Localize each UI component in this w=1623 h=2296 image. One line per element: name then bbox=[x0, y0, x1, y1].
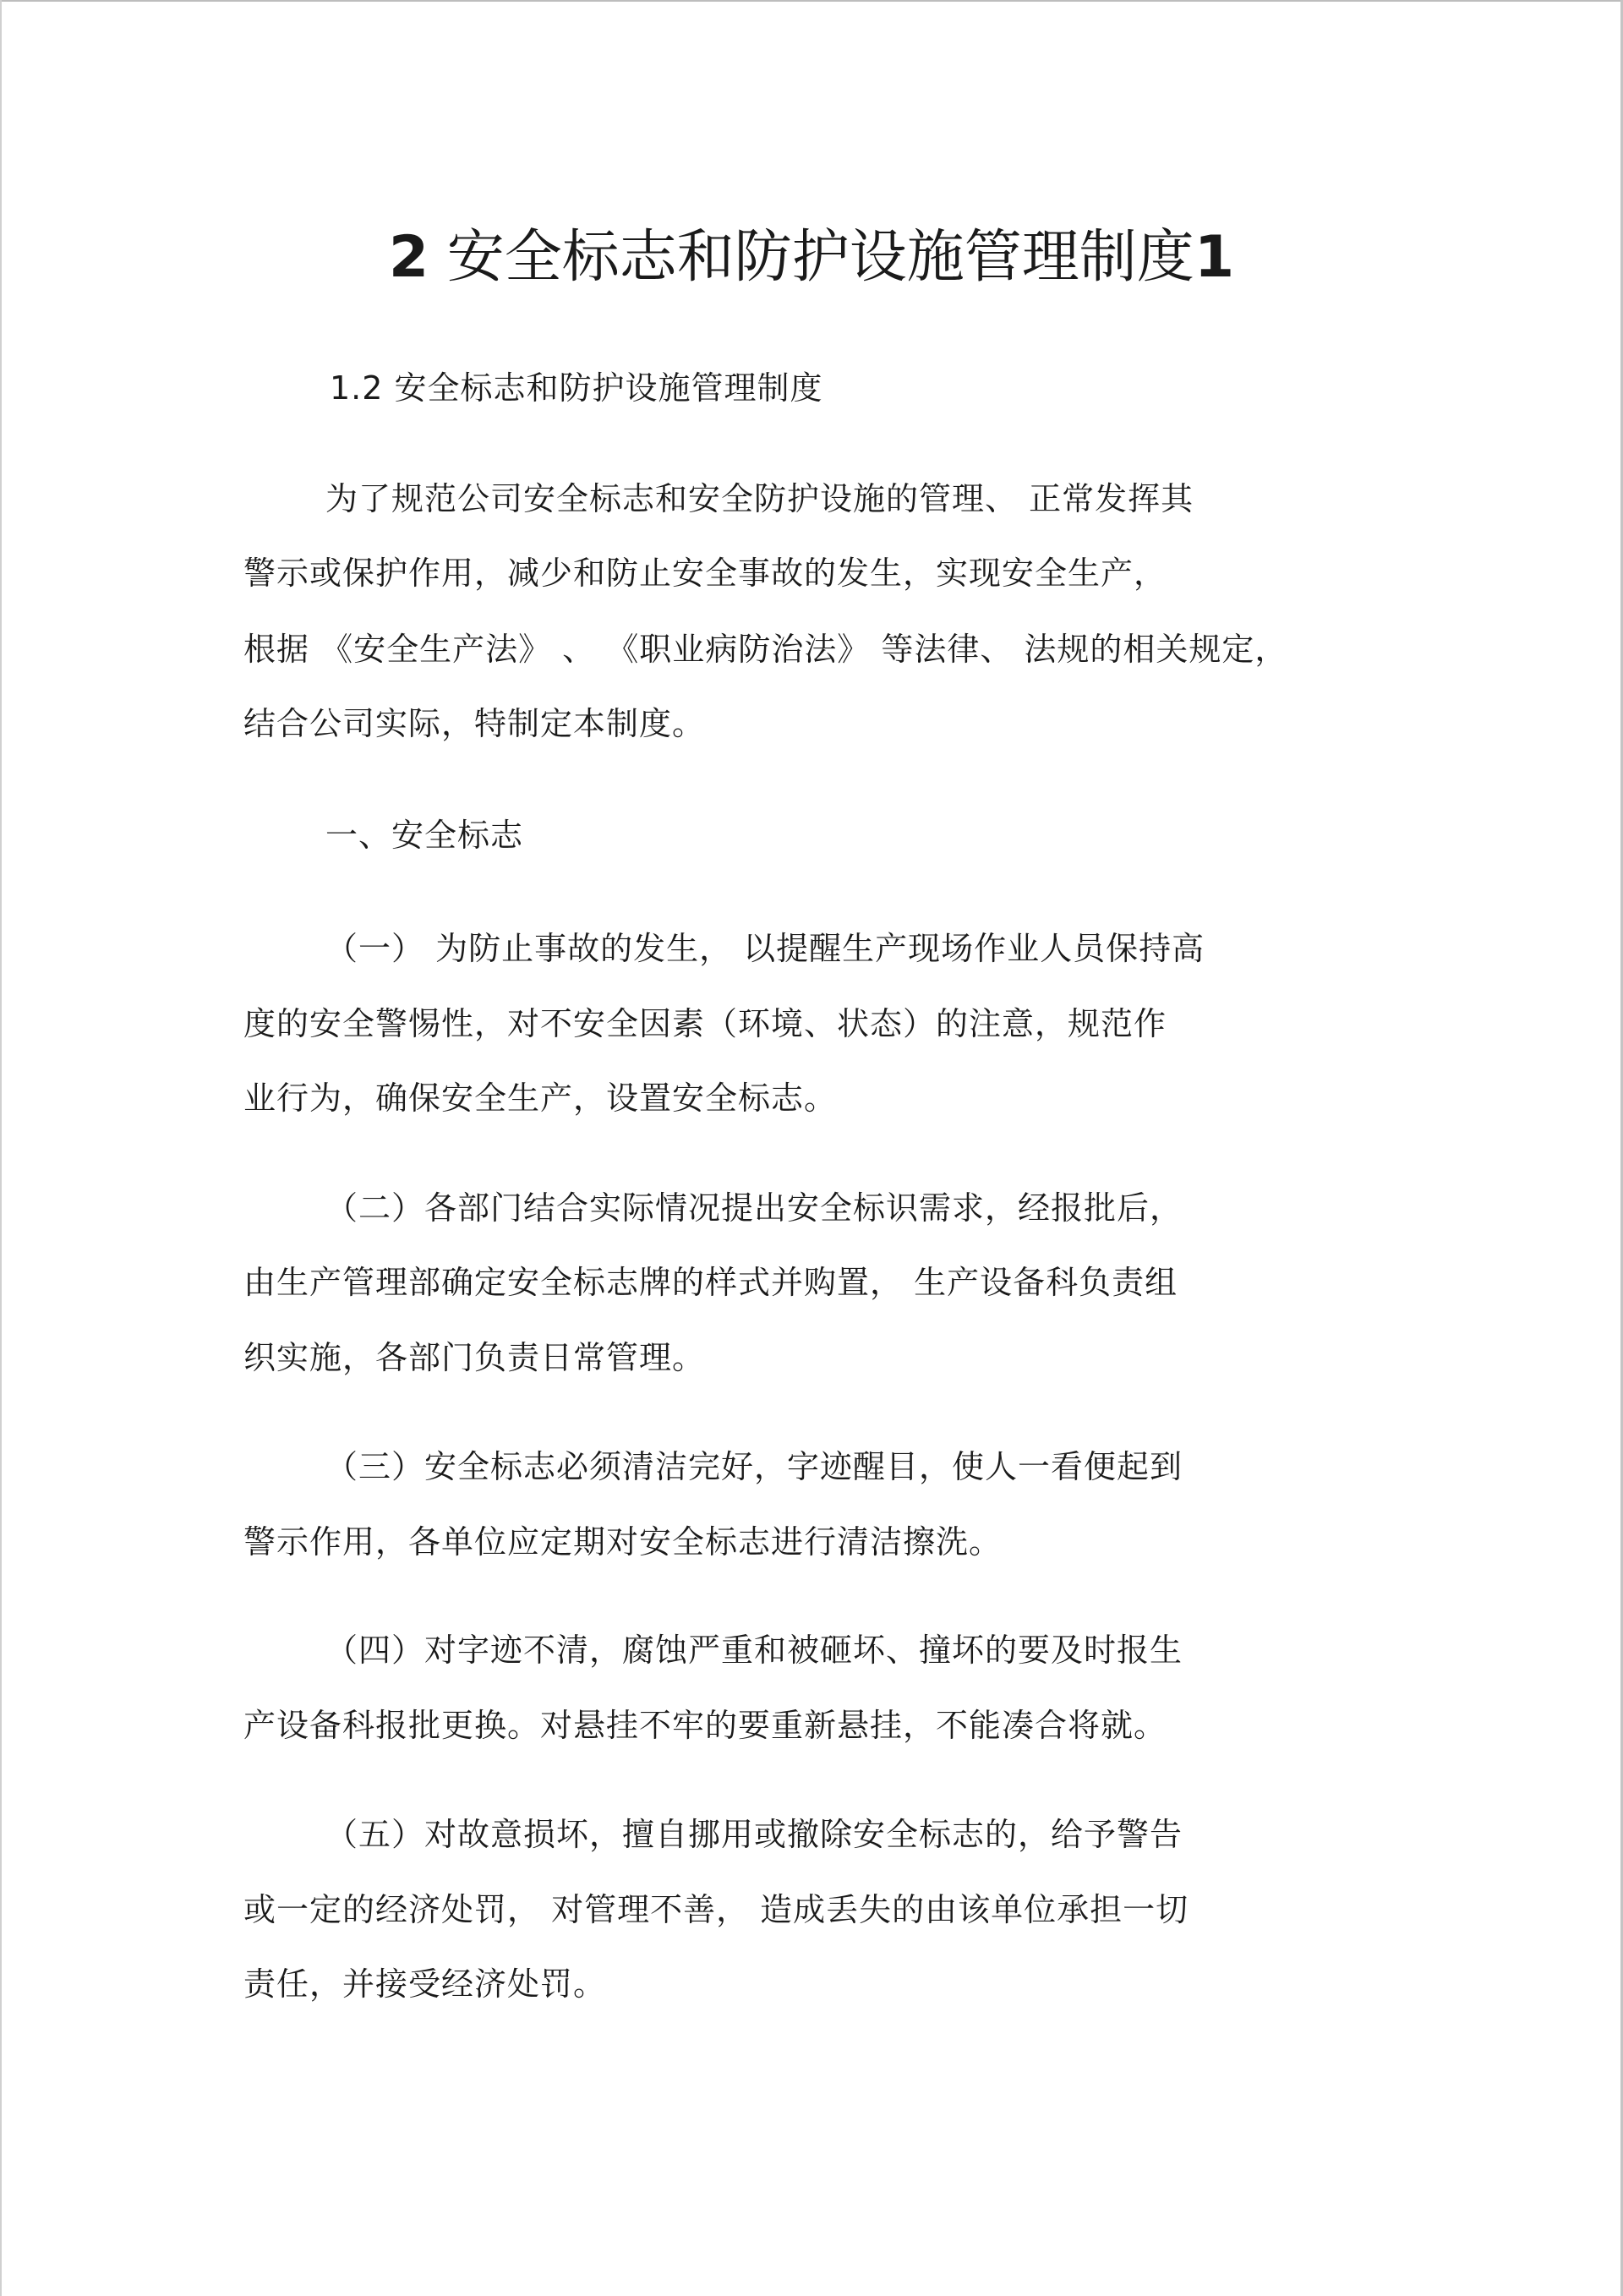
item-line: （二）各部门结合实际情况提出安全标识需求，经报批后， bbox=[325, 1189, 1183, 1227]
item-line: （一） 为防止事故的发生， 以提醒生产现场作业人员保持高 bbox=[325, 930, 1205, 967]
item-line: 责任，并接受经济处罚。 bbox=[243, 1965, 607, 2003]
page-title bbox=[0, 216, 1623, 300]
intro-line: 结合公司实际，特制定本制度。 bbox=[243, 705, 706, 742]
section-heading: 一、安全标志 bbox=[325, 817, 524, 854]
item-line: 业行为，确保安全生产，设置安全标志。 bbox=[243, 1080, 838, 1117]
item-line: 或一定的经济处罚， 对管理不善， 造成丢失的由该单位承担一切 bbox=[243, 1891, 1189, 1928]
item-line: 产设备科报批更换。对悬挂不牢的要重新悬挂，不能凑合将就。 bbox=[243, 1707, 1167, 1744]
item-line: （五）对故意损坏，擅自挪用或撤除安全标志的，给予警告 bbox=[325, 1816, 1183, 1853]
page-border-left bbox=[0, 0, 2, 2296]
item-line: （四）对字迹不清，腐蚀严重和被砸坏、撞坏的要及时报生 bbox=[325, 1632, 1183, 1669]
item-line: 由生产管理部确定安全标志牌的样式并购置， 生产设备科负责组 bbox=[243, 1264, 1178, 1301]
item-line: （三）安全标志必须清洁完好，字迹醒目，使人一看便起到 bbox=[325, 1448, 1183, 1485]
title-text: 安全标志和防护设施管理制度 bbox=[446, 224, 1194, 291]
intro-line: 警示或保护作用，减少和防止安全事故的发生，实现安全生产， bbox=[243, 555, 1167, 592]
title-number-prefix: 2 bbox=[388, 224, 429, 291]
subtitle: 1.2 安全标志和防护设施管理制度 bbox=[330, 369, 823, 407]
intro-line: 根据 《安全生产法》 、 《职业病防治法》 等法律、 法规的相关规定， bbox=[243, 631, 1288, 668]
intro-line: 为了规范公司安全标志和安全防护设施的管理、 正常发挥其 bbox=[325, 480, 1194, 517]
item-line: 警示作用，各单位应定期对安全标志进行清洁擦洗。 bbox=[243, 1523, 1003, 1561]
item-line: 度的安全警惕性，对不安全因素（环境、状态）的注意，规范作 bbox=[243, 1005, 1167, 1042]
item-line: 织实施，各部门负责日常管理。 bbox=[243, 1339, 706, 1376]
title-number-suffix: 1 bbox=[1194, 224, 1235, 291]
page-border-top bbox=[0, 0, 1623, 2]
